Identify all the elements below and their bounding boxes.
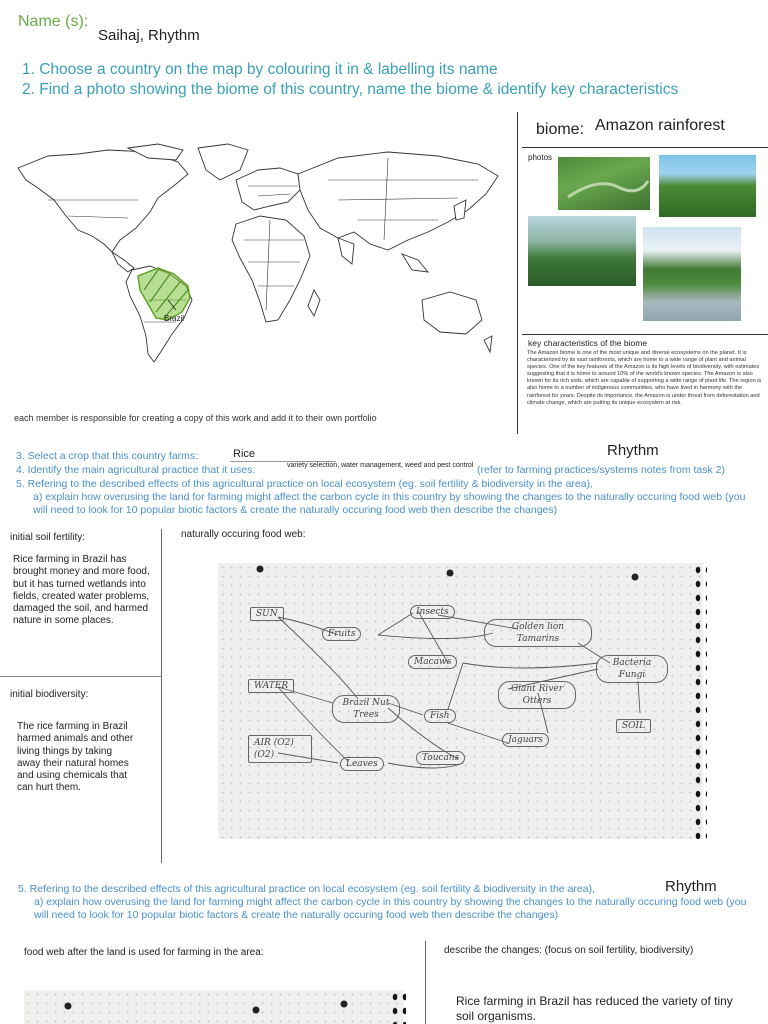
- foodweb-node-jaguars: Jaguars: [502, 733, 549, 747]
- section2-question-5a: a) explain how overusing the land for farming might affect the carbon cycle in this country by showing the changes to the naturally occuring food web (you will need to look for 10 popular biotic factors & create the naturally occuring food web then describe the changes): [34, 896, 747, 921]
- foodweb-node-sun: SUN: [250, 607, 284, 621]
- section2-divider: [425, 941, 426, 1024]
- foodweb-node-macaws: Macaws: [408, 655, 457, 669]
- foodweb-node-soil: SOIL: [616, 719, 651, 733]
- author-name-1: Rhythm: [607, 442, 659, 459]
- characteristics-divider: [522, 334, 768, 335]
- biome-underline: [522, 147, 768, 148]
- after-foodweb-heading: food web after the land is used for farming in the area:: [24, 947, 264, 958]
- portfolio-note: each member is responsible for creating a copy of this work and add it to their own portfolio: [14, 413, 377, 423]
- soil-heading: initial soil fertility:: [10, 532, 86, 543]
- biome-divider: [517, 112, 518, 434]
- question-5a: a) explain how overusing the land for farming might affect the carbon cycle in this country by showing the changes to the naturally occuring food web (you will need to look for 10 popular biotic factors & create the naturally occuring food web then describe the changes): [33, 491, 746, 516]
- practice-answer: variety selection, water management, weed and pest control: [287, 462, 474, 469]
- characteristics-text: The Amazon biome is one of the most unique and diverse ecosystems on the planet. It is characterized by its vast rainforests, which are home to a wide range of plant and animal species. One of the key features of the Amazon is its high levels of biodiversity, with estimates suggesting that it is home to around 10% of the world's known species. The Amazon is also known for its rich soils, which are capable of supporting a wide range of plant life. The region is also home to a number of indigenous communities, who have lived in harmony with the rainforest for years. Despite its importance, the Amazon is under threat from deforestation and climate change, which are putting its unique ecosystem at risk.: [527, 350, 762, 406]
- foodweb-node-fish: Fish: [424, 709, 456, 723]
- soil-bottom-line: [0, 676, 162, 677]
- after-foodweb-photo-edge: [390, 990, 406, 1024]
- section2-question-5: 5. Refering to the described effects of this agricultural practice on local ecosystem (eg. soil fertility & biodiversity in the area),: [18, 883, 595, 895]
- foodweb-node-brazil-nut-trees: Brazil Nut Trees: [332, 695, 400, 723]
- foodweb-node-insects: Insects: [410, 605, 455, 619]
- foodweb-node-bacteria-fungi: Bacteria Fungi: [596, 655, 668, 683]
- foodweb-photo-edge: [693, 563, 707, 839]
- student-names: Saihaj, Rhythm: [98, 27, 200, 44]
- foodweb-node-water: WATER: [248, 679, 294, 693]
- foodweb-heading: naturally occuring food web:: [181, 529, 306, 540]
- changes-text: Rice farming in Brazil has reduced the variety of tiny soil organisms.: [456, 994, 733, 1023]
- question-4-note: (refer to farming practices/systems notes from task 2): [477, 464, 725, 476]
- foodweb-node-air: AIR (O2) (O2): [248, 735, 312, 763]
- after-foodweb-photo: [24, 990, 404, 1024]
- biome-value: Amazon rainforest: [595, 117, 725, 134]
- question-5: 5. Refering to the described effects of this agricultural practice on local ecosystem (eg. soil fertility & biodiversity in the area),: [16, 478, 593, 490]
- instruction-2: 2. Find a photo showing the biome of this country, name the biome & identify key characteristics: [22, 81, 679, 98]
- crop-answer: Rice: [233, 448, 256, 460]
- foodweb-node-toucans: Toucans: [416, 751, 465, 765]
- brazil-label: Brazil: [164, 314, 185, 323]
- foodweb-node-tamarins: Golden lion Tamarins: [484, 619, 592, 647]
- foodweb-node-fruits: Fruits: [322, 627, 361, 641]
- foodweb-node-leaves: Leaves: [340, 757, 384, 771]
- section1-divider: [161, 529, 162, 863]
- biome-label: biome:: [536, 121, 585, 138]
- rainforest-photo-2: [659, 155, 756, 217]
- foodweb-node-giant-river-otters: Giant River Otters: [498, 681, 576, 709]
- soil-text: Rice farming in Brazil has brought money and more food, but it has turned wetlands into fields, created water problems, damaged the soil, and harmed nature in some places.: [13, 554, 150, 627]
- world-map: [8, 140, 510, 370]
- rainforest-photo-4: [643, 227, 741, 321]
- rainforest-photo-1: [558, 157, 650, 210]
- biodiversity-heading: initial biodiversity:: [10, 689, 89, 700]
- rainforest-photo-3: [528, 216, 636, 286]
- question-4: 4. Identify the main agricultural practice that it uses:: [16, 464, 256, 476]
- name-label: Name (s):: [18, 13, 89, 30]
- changes-heading: describe the changes: (focus on soil fertility, biodiversity): [444, 945, 694, 956]
- instruction-1: 1. Choose a country on the map by colouring it in & labelling its name: [22, 61, 498, 78]
- characteristics-heading: key characteristics of the biome: [528, 338, 648, 348]
- foodweb-photo: [218, 563, 703, 839]
- foodweb-arrows: [218, 563, 703, 839]
- author-name-2: Rhythm: [665, 878, 717, 895]
- biodiversity-text: The rice farming in Brazil harmed animals and other living things by taking away their natural homes and using chemicals that can hurt them.: [17, 721, 134, 794]
- question-3: 3. Select a crop that this country farms:: [16, 450, 199, 462]
- photos-label: photos: [528, 153, 553, 162]
